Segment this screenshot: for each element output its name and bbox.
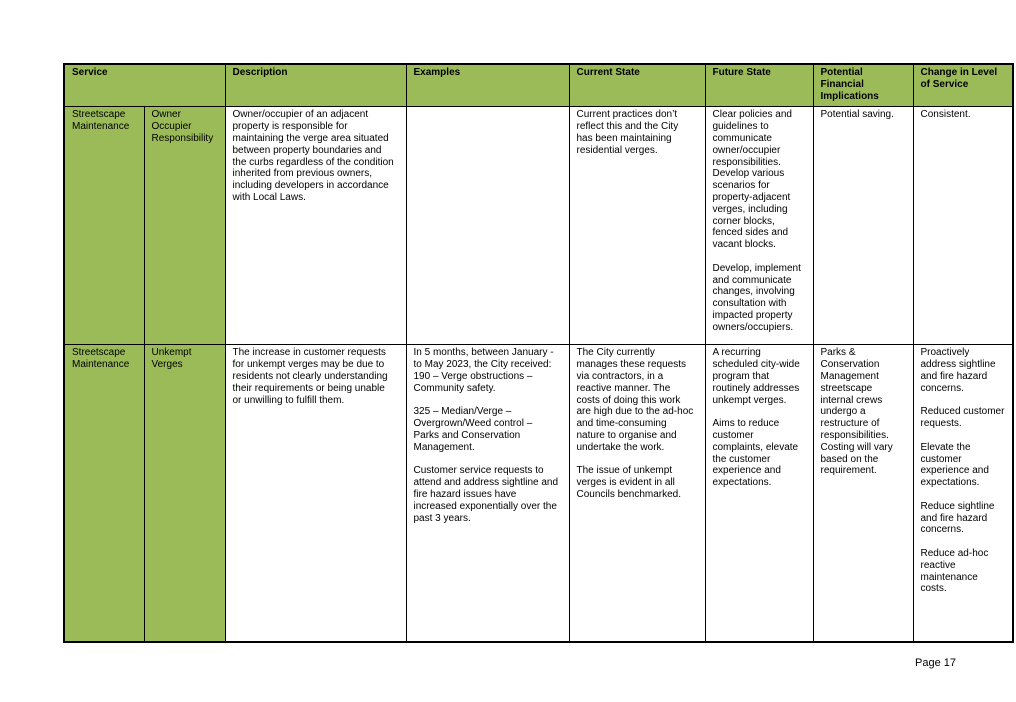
cell-service: Streetscape Maintenance [64,345,144,643]
cell-current-state: The City currently manages these requests via contractors, in a reactive manner. The costs of doing this work are high due to the ad-hoc and time-consuming nature to organise and undertake the work. The issue of unkempt verges is evident in all Councils benchmarked. [569,345,705,643]
cell-description: The increase in customer requests for unkempt verges may be due to residents not clearly understanding their requirements or being unable or unwilling to fulfill them. [225,345,406,643]
cell-service: Streetscape Maintenance [64,107,144,345]
header-financial-implications: Potential Financial Implications [813,64,913,107]
cell-future-state: A recurring scheduled city-wide program that routinely addresses unkempt verges. Aims to reduce customer complaints, elevate the customer experience and expectations. [705,345,813,643]
table-row [64,107,1013,345]
header-current-state: Current State [569,64,705,107]
header-examples: Examples [406,64,569,107]
cell-examples: In 5 months, between January - to May 2023, the City received: 190 – Verge obstructions – Community safety. 325 – Median/Verge – Overgrown/Weed control – Parks and Conservation Management. Customer service requests to attend and address sightline and fire hazard issues have increased exponentially over the past 3 years. [406,345,569,643]
service-table [63,63,1014,643]
table-row [64,345,1013,643]
cell-sub-service: Owner Occupier Responsibility [144,107,225,345]
page-number: Page 17 [915,657,956,669]
header-description: Description [225,64,406,107]
cell-future-state: Clear policies and guidelines to communicate owner/occupier responsibilities. Develop various scenarios for property-adjacent verges, including corner blocks, fenced sides and vacant blocks. Develop, implement and communicate changes, involving consultation with impacted property owners/occupiers. [705,107,813,345]
header-change-level-of-service: Change in Level of Service [913,64,1013,107]
cell-financial: Potential saving. [813,107,913,345]
header-service: Service [64,64,225,107]
table-header-row [64,64,1013,107]
cell-description: Owner/occupier of an adjacent property is responsible for maintaining the verge area situated between property boundaries and the curbs regardless of the condition inherited from previous owners, including developers in accordance with Local Laws. [225,107,406,345]
header-future-state: Future State [705,64,813,107]
cell-financial: Parks & Conservation Management streetscape internal crews undergo a restructure of responsibilities. Costing will vary based on the requirement. [813,345,913,643]
cell-sub-service: Unkempt Verges [144,345,225,643]
cell-change: Consistent. [913,107,1013,345]
cell-examples [406,107,569,345]
cell-current-state: Current practices don’t reflect this and the City has been maintaining residential verges. [569,107,705,345]
cell-change: Proactively address sightline and fire hazard concerns. Reduced customer requests. Elevate the customer experience and expectations. Reduce sightline and fire hazard concerns. Reduce ad-hoc reactive maintenance costs. [913,345,1013,643]
